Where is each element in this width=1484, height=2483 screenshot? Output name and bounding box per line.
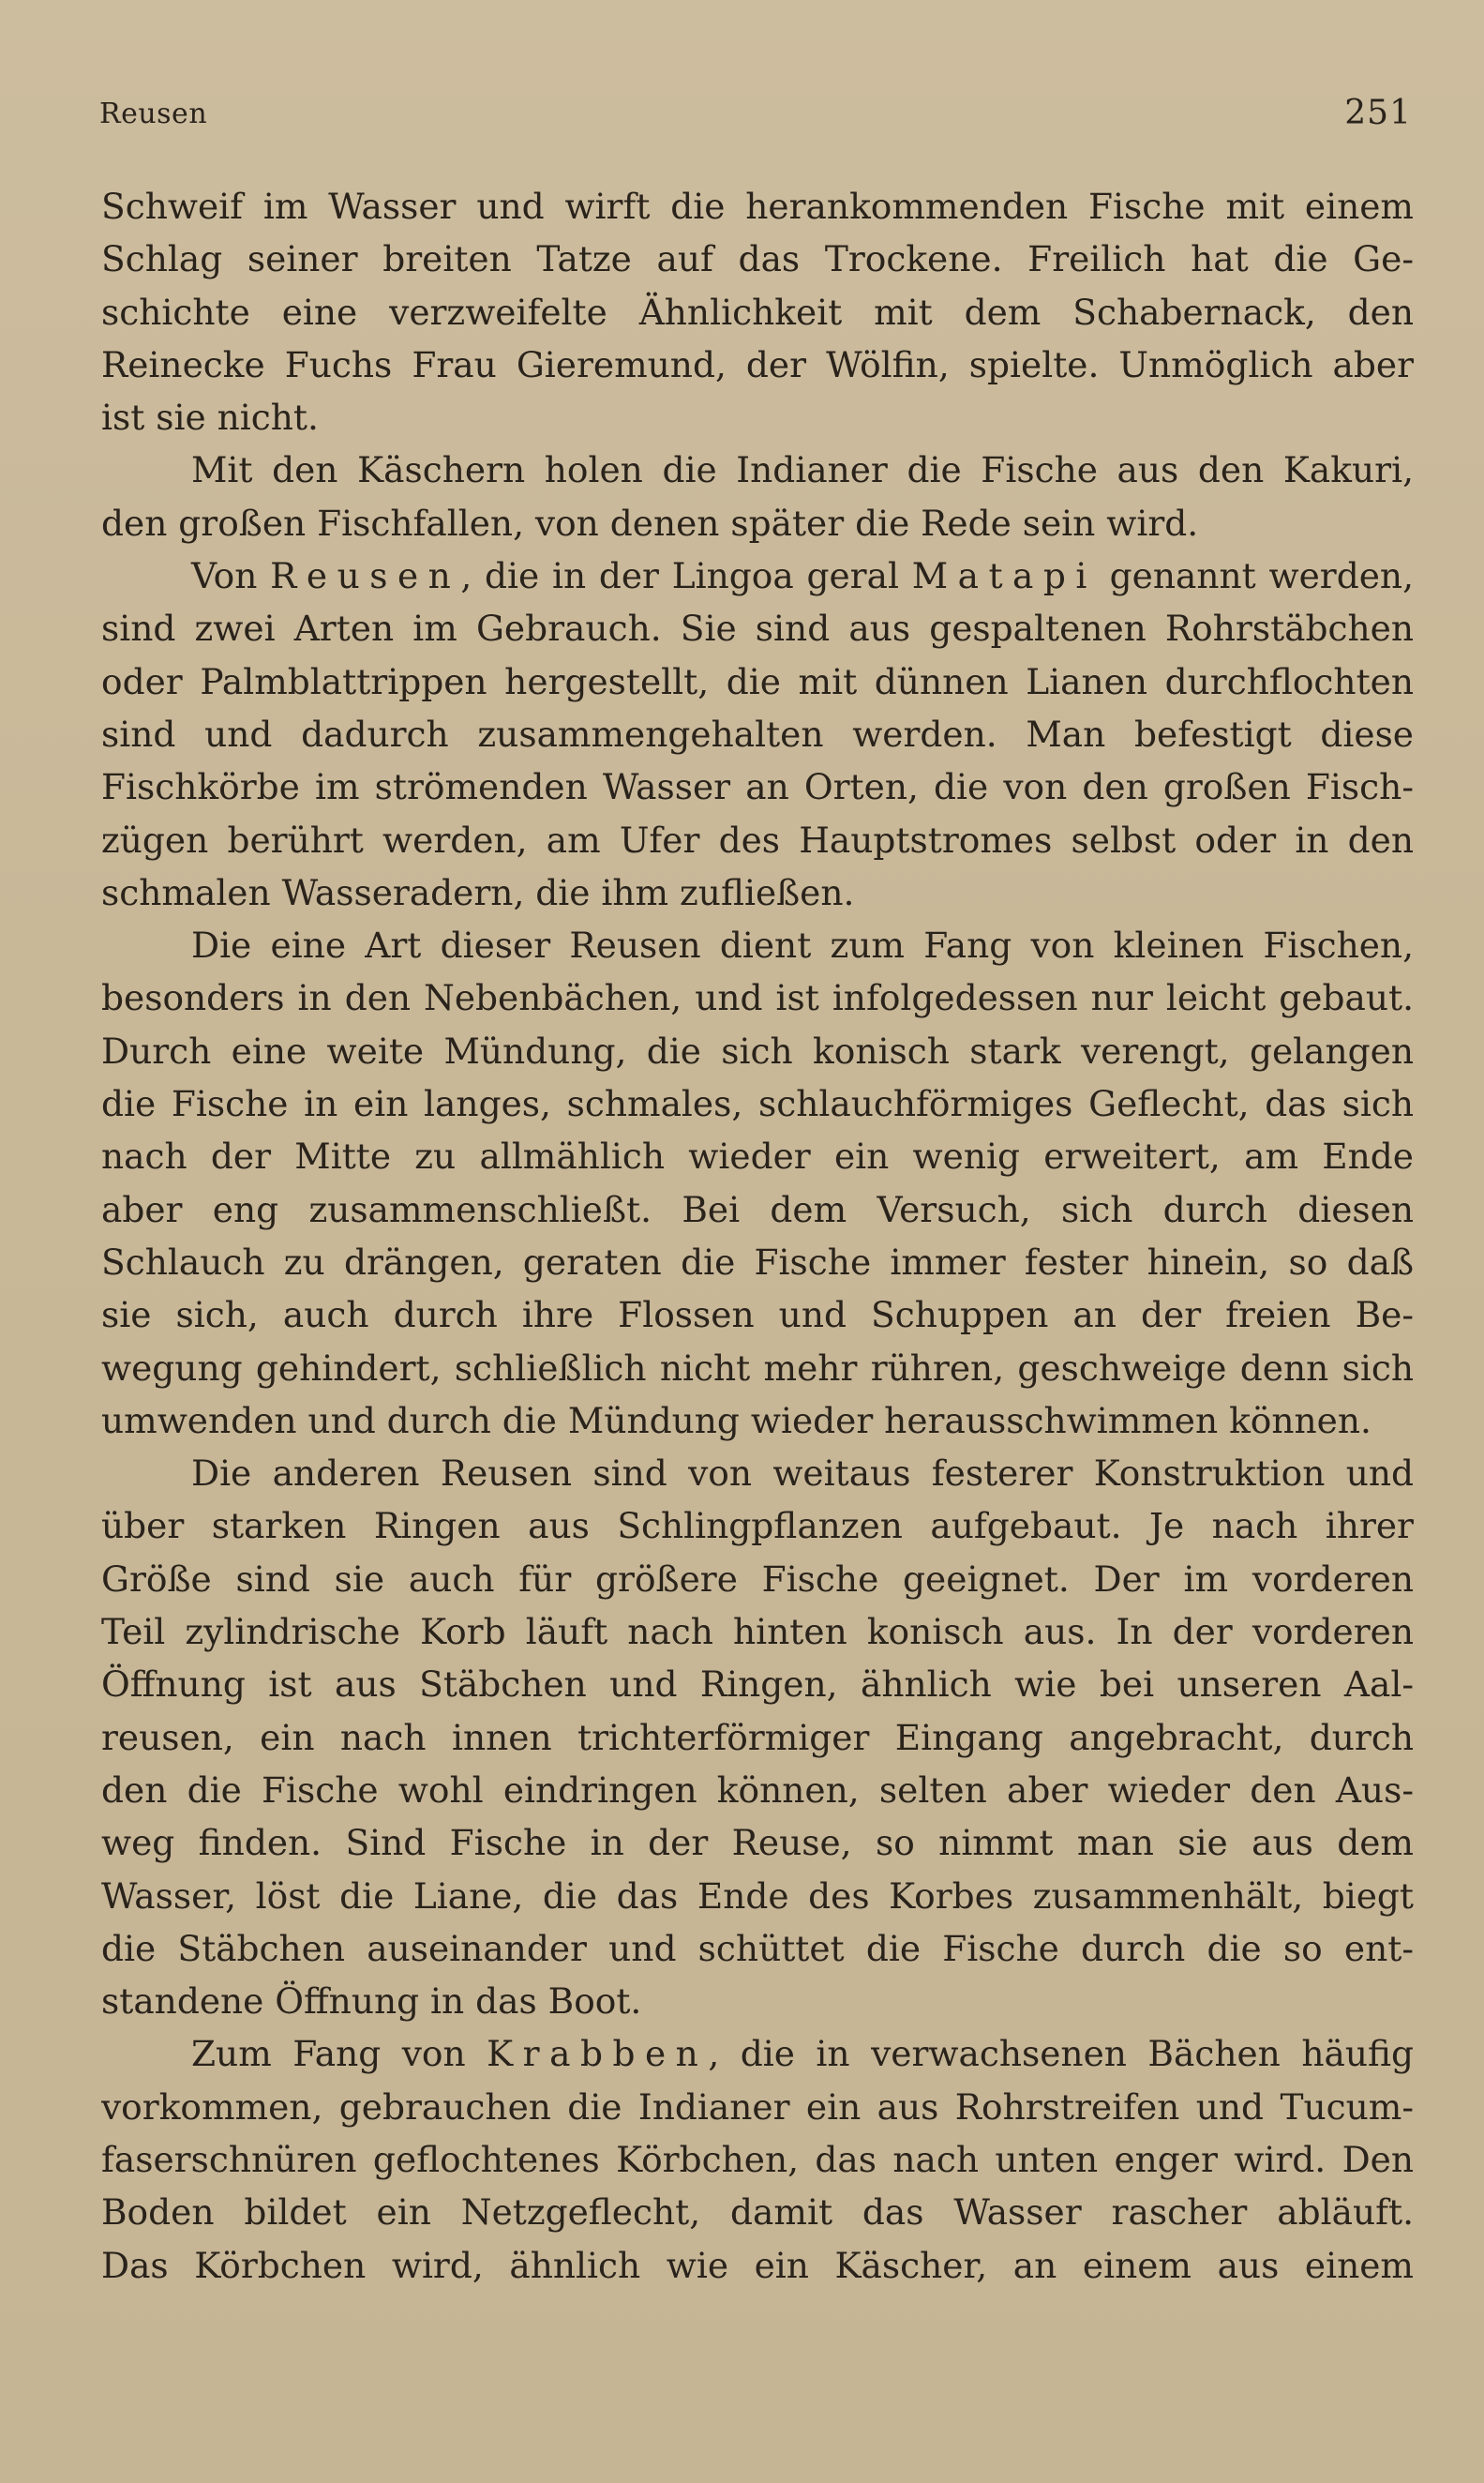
text-line: umwenden und durch die Mündung wieder herausschwimmen können. (101, 1399, 1372, 1441)
text-line: Das Körbchen wird, ähnlich wie ein Käscher, an einem aus einem (101, 2244, 1414, 2286)
spaced-term-reusen: Reusen (270, 555, 461, 597)
text-line: Die anderen Reusen sind von weitaus festerer Konstruktion und (191, 1452, 1414, 1495)
text-line: sie sich, auch durch ihre Flossen und Schuppen an der freien Be- (101, 1294, 1414, 1336)
text-line: weg finden. Sind Fische in der Reuse, so nimmt man sie aus dem (101, 1822, 1414, 1864)
text-line: den die Fische wohl eindringen können, selten aber wieder den Aus- (101, 1768, 1414, 1811)
text-line: Teil zylindrische Korb läuft nach hinten konisch aus. In der vorderen (101, 1611, 1414, 1653)
text-line: vorkommen, gebrauchen die Indianer ein aus Rohrstreifen und Tucum- (101, 2085, 1414, 2128)
text-fragment: Von (191, 555, 271, 597)
text-line: Boden bildet ein Netzgeflecht, damit das Wasser rascher abläuft. (101, 2191, 1414, 2234)
text-line: Schlag seiner breiten Tatze auf das Trockene. Freilich hat die Ge- (101, 238, 1414, 280)
text-fragment: Zum Fang von (191, 2033, 487, 2075)
text-line: Reinecke Fuchs Frau Gieremund, der Wölfin, spielte. Unmöglich aber (101, 343, 1414, 385)
text-line: den großen Fischfallen, von denen später die Rede sein wird. (101, 502, 1199, 544)
text-line: Durch eine weite Mündung, die sich konisch stark verengt, gelangen (101, 1030, 1414, 1072)
text-line: Die eine Art dieser Reusen dient zum Fang von kleinen Fischen, (191, 925, 1414, 967)
text-line: Schweif im Wasser und wirft die herankommenden Fische mit einem (101, 186, 1414, 227)
text-line: wegung gehindert, schließlich nicht mehr rühren, geschweige denn sich (101, 1347, 1414, 1389)
text-line: oder Palmblattrippen hergestellt, die mit dünnen Lianen durchflochten (101, 660, 1414, 702)
text-line: besonders in den Nebenbächen, und ist infolgedessen nur leicht gebaut. (101, 977, 1414, 1019)
text-line-reusen (101, 549, 1414, 602)
text-fragment: genannt werden, (1096, 555, 1414, 597)
running-head: Reusen (99, 98, 208, 130)
text-line: Mit den Käschern holen die Indianer die Fische aus den Kakuri, (191, 449, 1414, 491)
text-line: aber eng zusammenschließt. Bei dem Versuch, sich durch diesen (101, 1188, 1414, 1230)
spaced-term-krabben: Krabben (487, 2033, 709, 2075)
text-line-krabben (101, 2027, 1414, 2080)
text-line: schmalen Wasseradern, die ihm zufließen. (101, 871, 855, 913)
text-fragment: , die in der Lingoa geral (460, 555, 912, 597)
page-header (99, 94, 1412, 141)
text-line: faserschnüren geflochtenes Körbchen, das nach unten enger wird. Den (101, 2138, 1414, 2180)
text-line: Wasser, löst die Liane, die das Ende des Korbes zusammenhält, biegt (101, 1874, 1414, 1917)
text-line: die Stäbchen auseinander und schüttet die Fische durch die so ent- (101, 1927, 1414, 1969)
text-line: nach der Mitte zu allmählich wieder ein wenig erweitert, am Ende (101, 1136, 1414, 1178)
text-line: die Fische in ein langes, schmales, schlauchförmiges Geflecht, das sich (101, 1083, 1414, 1125)
text-line: Öffnung ist aus Stäbchen und Ringen, ähnlich wie bei unseren Aal- (101, 1663, 1414, 1706)
text-line: Fischkörbe im strömenden Wasser an Orten, die von den großen Fisch- (101, 766, 1414, 808)
body-text (101, 180, 1414, 2292)
page-number: 251 (1344, 94, 1412, 132)
spaced-term-matapi: Matapi (911, 555, 1097, 597)
text-line: über starken Ringen aus Schlingpflanzen aufgebaut. Je nach ihrer (101, 1505, 1414, 1547)
text-line: sind und dadurch zusammengehalten werden. Man befestigt diese (101, 713, 1414, 755)
text-line: Schlauch zu drängen, geraten die Fische immer fester hinein, so daß (101, 1241, 1414, 1283)
text-fragment: , die in verwachsenen Bächen häufig (708, 2033, 1414, 2075)
text-line: Größe sind sie auch für größere Fische geeignet. Der im vorderen (101, 1558, 1414, 1600)
text-line: schichte eine verzweifelte Ähnlichkeit mit dem Schabernack, den (101, 291, 1414, 333)
text-line: standene Öffnung in das Boot. (101, 1980, 642, 2023)
text-line: ist sie nicht. (101, 397, 319, 439)
text-line: zügen berührt werden, am Ufer des Hauptstromes selbst oder in den (101, 819, 1414, 861)
text-line: reusen, ein nach innen trichterförmiger Eingang angebracht, durch (101, 1716, 1414, 1758)
text-line: sind zwei Arten im Gebrauch. Sie sind aus gespaltenen Rohrstäbchen (101, 608, 1414, 650)
